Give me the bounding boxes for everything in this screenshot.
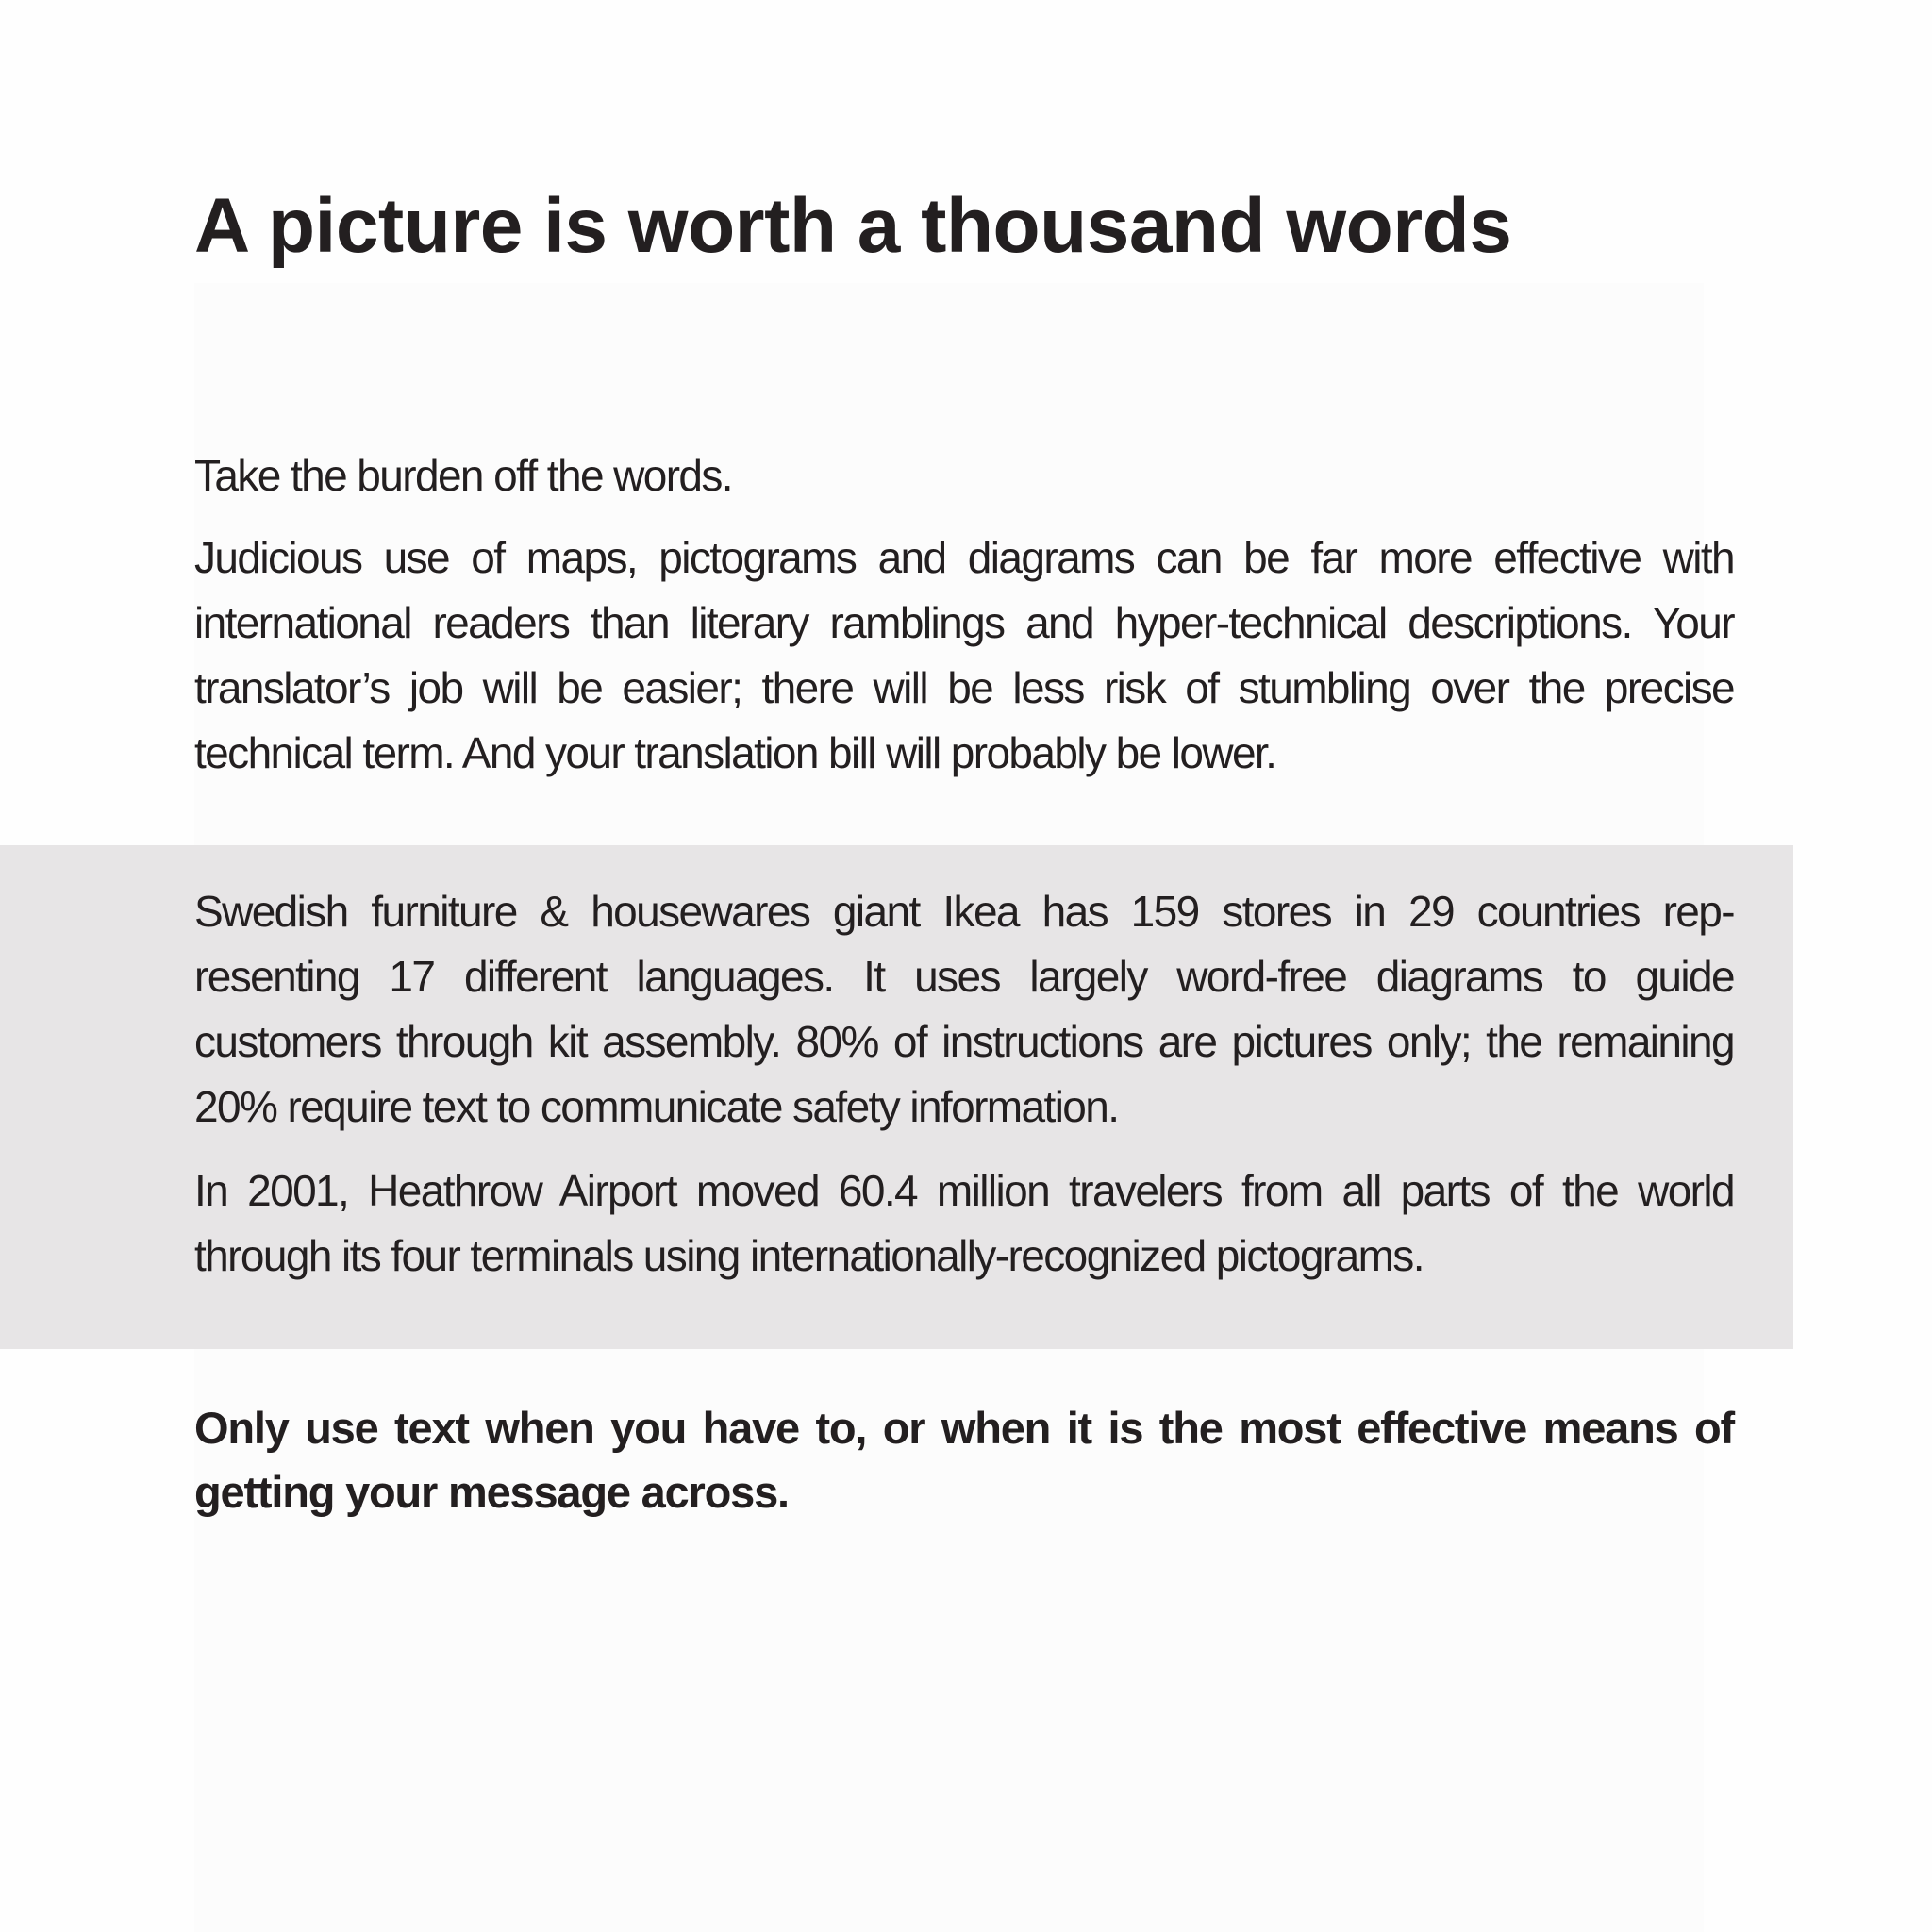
closing-statement: Only use text when you have to, or when it is the most effective means of getting your message across.: [194, 1403, 1734, 1517]
heathrow-example-text: In 2001, Heathrow Airport moved 60.4 million travelers from all parts of the world through its four terminals using internationally-recognized pictograms.: [194, 1166, 1734, 1280]
ikea-example-text: Swedish furniture & housewares giant Ikea has 159 stores in 29 countries rep-resenting 17 different languages. It uses largely word-free diagrams to guide customers through kit assembly. 80% of instructions are pictures only; the remaining 20% require text to communicate safety information.: [194, 887, 1734, 1131]
page-title: A picture is worth a thousand words: [194, 183, 1512, 269]
intro-section: [194, 443, 1734, 786]
intro-body-text: Judicious use of maps, pictograms and diagrams can be far more effective with international readers than literary ramblings and hyper-technical descriptions. Your translator’s job will be easier; there will be less risk of stumbling over the precise technical term. And your translation bill will probably be lower.: [194, 533, 1734, 777]
intro-lead-text: Take the burden off the words.: [194, 451, 732, 500]
callout-text-block: [194, 879, 1734, 1289]
example-callout-box: [0, 845, 1793, 1349]
